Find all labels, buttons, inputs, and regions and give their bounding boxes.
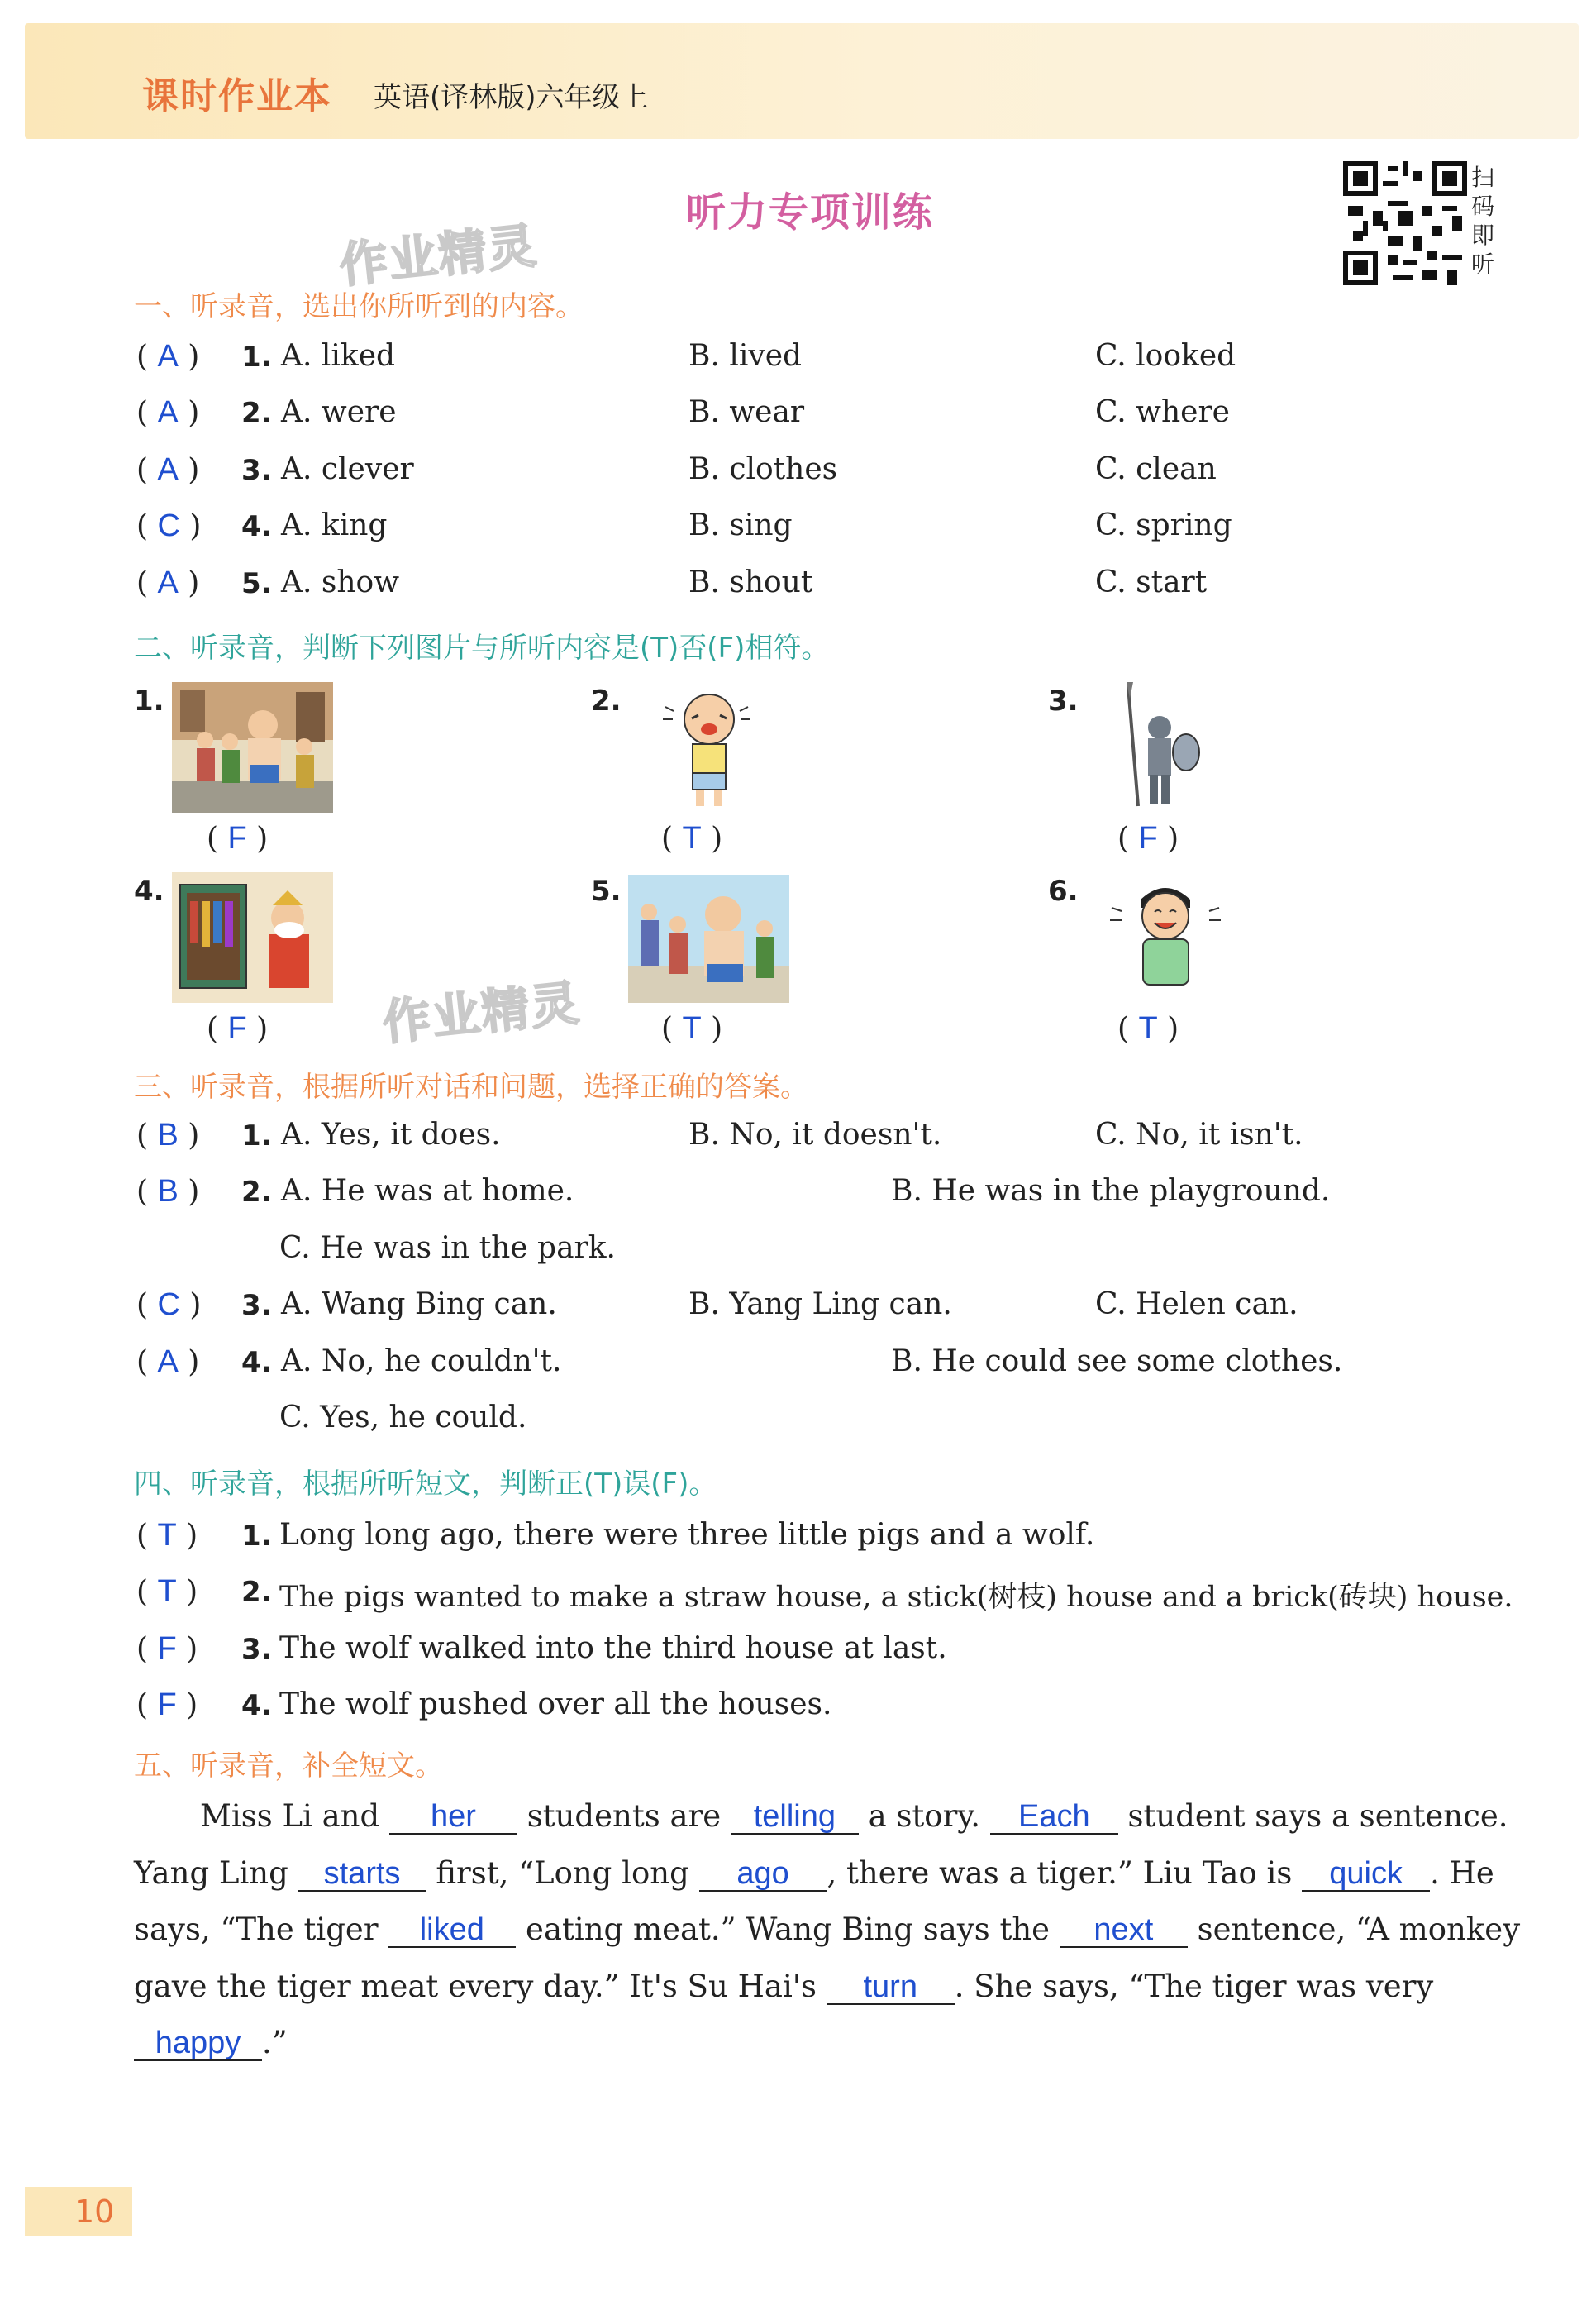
option-a: A. show [281,566,400,599]
page-number-tab [25,2187,132,2236]
blank-1[interactable]: her [389,1800,517,1835]
laughing-boy-picture [1103,875,1227,1003]
blank-4[interactable]: starts [298,1857,426,1892]
blank-9[interactable]: turn [827,1970,955,2005]
blank-10[interactable]: happy [134,2026,262,2061]
page-number: 10 [74,2193,115,2230]
statement: Long long ago, there were three little pigs and a wolf. [279,1518,1095,1552]
answer: C [157,508,180,543]
passage-text: . She says, “The tiger was very [954,1968,1434,2004]
wardrobe-king-picture [172,872,333,1003]
option-a: A. were [281,395,397,429]
answer: F [157,1631,177,1666]
passage-text: eating meat.” Wang Bing says the [526,1911,1051,1947]
s1-item-2: ( A ) [136,395,200,430]
s4-item-3: ( F ) [136,1631,198,1666]
s4-item-1: ( T ) [136,1518,198,1553]
picture-number: 2. [591,685,622,718]
item-number: 3. [241,1633,272,1666]
answer: B [157,1118,179,1153]
passage-text: sentence, “A monkey [1197,1911,1521,1947]
crying-baby-picture [653,686,769,810]
section-4-title: 四、听录音，根据所听短文，判断正(T)误(F)。 [134,1468,717,1501]
answer: F [1138,821,1158,856]
answer: C [157,1287,180,1322]
picture-answer: ( F ) [207,1011,269,1046]
option-a: A. He was at home. [281,1174,574,1208]
section-1-title: 一、听录音，选出你所听到的内容。 [134,290,584,323]
blank-6[interactable]: quick [1302,1857,1430,1892]
knight-picture [1112,682,1219,813]
item-number: 2. [241,1176,272,1209]
blank-7[interactable]: liked [388,1913,516,1948]
answer: T [682,1011,702,1046]
statement: The wolf pushed over all the houses. [279,1687,832,1721]
option-a: A. clever [281,452,414,486]
item-number: 1. [241,1119,272,1153]
passage-text: Miss Li and [200,1798,380,1834]
emperor-street-picture [172,682,333,813]
option-b: B. shout [688,566,813,599]
picture-number: 1. [134,685,164,718]
passage-text: a story. [868,1798,981,1834]
answer: T [157,1574,177,1609]
statement: The wolf walked into the third house at last. [279,1631,947,1665]
section-3-title: 三、听录音，根据所听对话和问题，选择正确的答案。 [134,1071,808,1104]
passage-text: students are [526,1798,722,1834]
s4-item-2: ( T ) [136,1574,198,1609]
s3-item-1: ( B ) [136,1118,200,1153]
option-a: A. king [281,508,388,542]
s1-item-5: ( A ) [136,566,200,600]
blank-5[interactable]: ago [699,1857,827,1892]
cloze-passage [134,1788,1521,2072]
passage-text: gave the tiger meat every day.” It's Su Hai's [134,1968,817,2004]
option-b: B. sing [688,508,793,542]
answer: T [682,821,702,856]
option-c: C. start [1095,566,1208,599]
passage-text: student says a sentence. [1127,1798,1508,1834]
answer: F [157,1687,177,1722]
watermark: 作业精灵 [379,974,584,1052]
s1-item-3: ( A ) [136,452,200,487]
statement: The pigs wanted to make a straw house, a stick(树枝) house and a brick(砖块) house. [279,1581,1513,1614]
item-number: 4. [241,1346,272,1379]
picture-number: 3. [1048,685,1079,718]
s3-item-4: ( A ) [136,1344,200,1379]
passage-text: . He [1430,1854,1494,1891]
passage-text: .” [262,2025,288,2060]
s1-item-1: ( A ) [136,339,200,374]
answer: F [227,821,247,856]
blank-3[interactable]: Each [990,1800,1118,1835]
answer: F [227,1011,247,1046]
blank-8[interactable]: next [1060,1913,1188,1948]
option-c: C. He was in the park. [279,1231,617,1265]
answer: A [157,339,179,374]
option-b: B. No, it doesn't. [688,1118,942,1152]
s3-item-2: ( B ) [136,1174,200,1209]
passage-text: says, “The tiger [134,1911,379,1947]
s3-item-3: ( C ) [136,1287,202,1322]
answer: T [157,1518,177,1553]
option-c: C. where [1095,395,1230,429]
option-a: A. Wang Bing can. [281,1287,557,1321]
item-number: 2. [241,397,272,430]
s1-item-4: ( C ) [136,508,202,543]
picture-answer: ( T ) [661,1011,723,1046]
item-number: 5. [241,567,272,600]
option-c: C. Helen can. [1095,1287,1298,1321]
item-number: 4. [241,1689,272,1722]
option-b: B. clothes [688,452,838,486]
answer: A [157,452,179,487]
passage-text: first, “Long long [436,1854,689,1891]
option-c: C. spring [1095,508,1232,542]
option-c: C. No, it isn't. [1095,1118,1303,1152]
picture-answer: ( F ) [1117,821,1179,856]
picture-number: 6. [1048,875,1079,908]
item-number: 4. [241,510,272,543]
item-number: 3. [241,454,272,487]
qr-caption: 扫码即听 [1471,164,1495,278]
option-b: B. wear [688,395,805,429]
option-b: B. lived [688,339,803,373]
s4-item-4: ( F ) [136,1687,198,1722]
answer: B [157,1174,179,1209]
option-b: B. He was in the playground. [891,1174,1331,1208]
section-5-title: 五、听录音，补全短文。 [134,1749,443,1783]
book-title: 英语(译林版)六年级上 [374,81,649,114]
option-c: C. looked [1095,339,1236,373]
qr-code-icon[interactable] [1343,161,1467,285]
option-a: A. No, he couldn't. [281,1344,562,1378]
blank-2[interactable]: telling [731,1800,859,1835]
passage-text: Yang Ling [134,1854,288,1891]
passage-text: , there was a tiger.” Liu Tao is [827,1854,1293,1891]
picture-answer: ( T ) [1117,1011,1179,1046]
watermark: 作业精灵 [336,217,541,294]
picture-number: 5. [591,875,622,908]
option-c: C. Yes, he could. [279,1401,527,1434]
answer: A [157,395,179,430]
item-number: 2. [241,1576,272,1609]
option-b: B. Yang Ling can. [688,1287,952,1321]
answer: A [157,1344,179,1379]
answer: T [1138,1011,1158,1046]
item-number: 1. [241,1520,272,1553]
option-a: A. Yes, it does. [281,1118,501,1152]
picture-answer: ( F ) [207,821,269,856]
answer: A [157,566,179,600]
crowd-picture [628,875,789,1003]
brand-title: 课时作业本 [142,75,332,117]
option-c: C. clean [1095,452,1217,486]
picture-answer: ( T ) [661,821,723,856]
page-title: 听力专项训练 [686,189,935,236]
picture-number: 4. [134,875,164,908]
option-b: B. He could see some clothes. [891,1344,1343,1378]
item-number: 3. [241,1289,272,1322]
item-number: 1. [241,341,272,374]
section-2-title: 二、听录音，判断下列图片与所听内容是(T)否(F)相符。 [134,632,830,665]
option-a: A. liked [281,339,396,373]
